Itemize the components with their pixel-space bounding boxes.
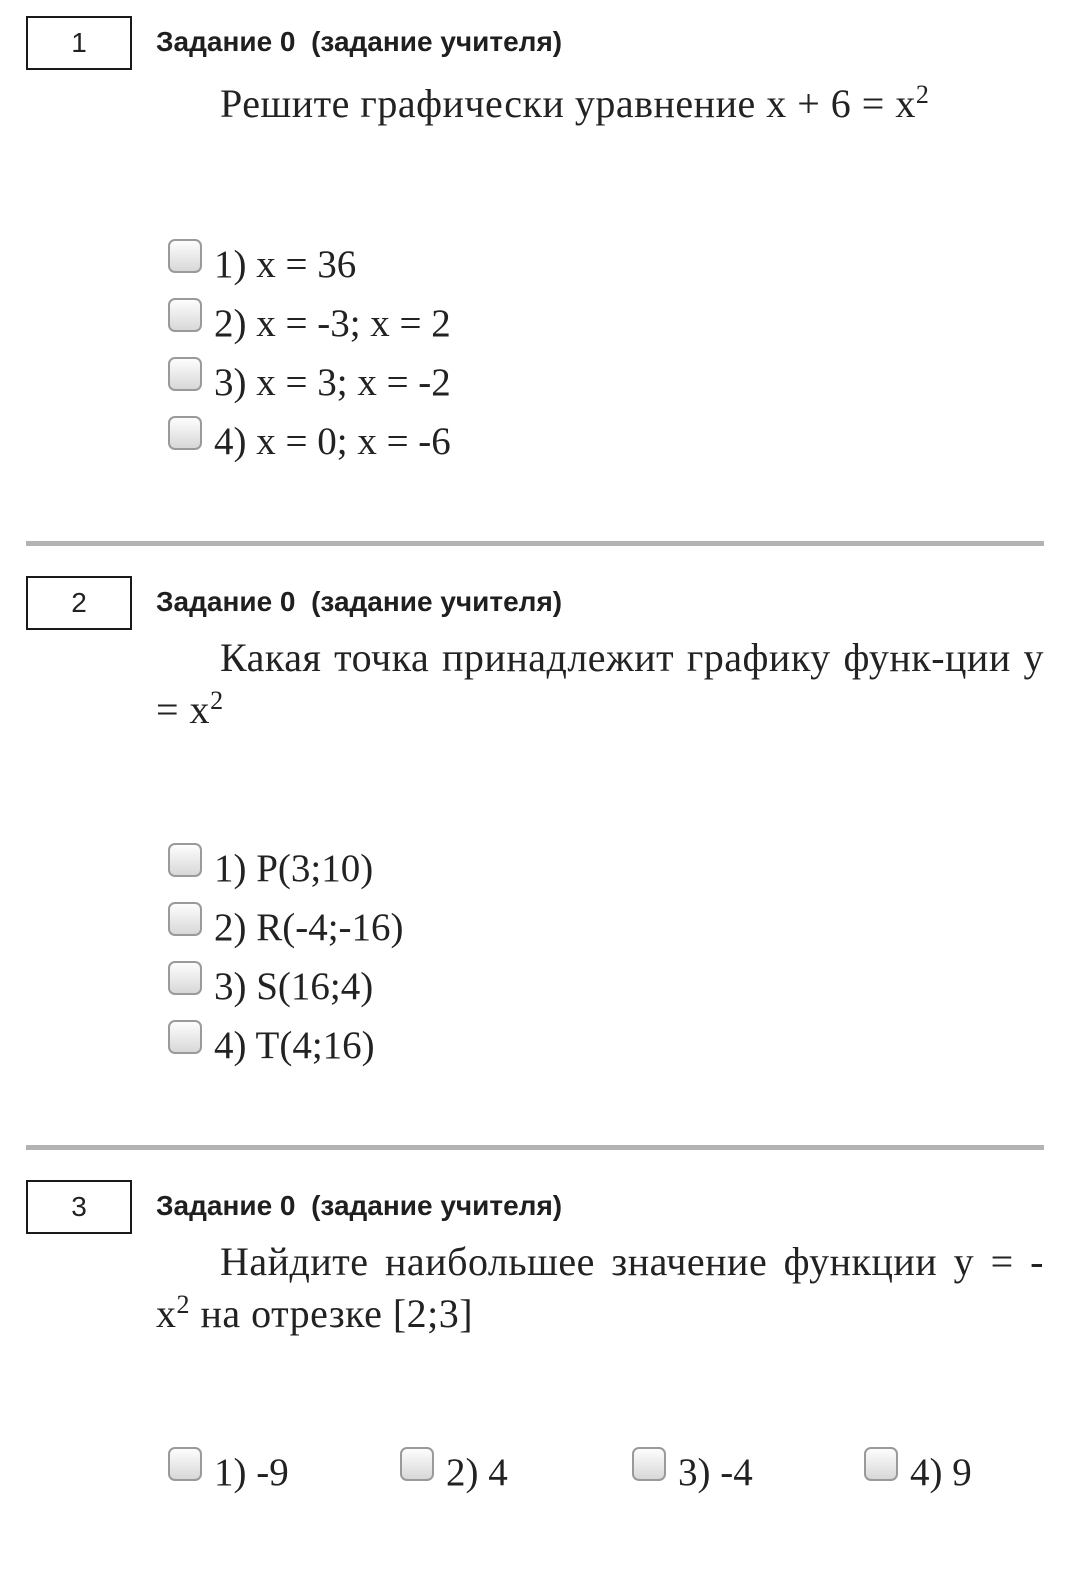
section-divider [26, 1145, 1044, 1150]
checkbox[interactable] [168, 416, 202, 450]
task-heading: Задание 0 (задание учителя) [156, 1190, 563, 1221]
checkbox[interactable] [168, 902, 202, 936]
question-main: Какая точка принадлежит графику функ-ции y = x [156, 635, 1044, 732]
answer-option[interactable] [168, 903, 404, 951]
checkbox[interactable] [168, 1447, 202, 1481]
option-label: 4) T(4;16) [214, 1023, 375, 1067]
question-tail: на отрезке [2;3] [190, 1291, 474, 1336]
checkbox[interactable] [168, 961, 202, 995]
checkbox[interactable] [400, 1447, 434, 1481]
task-number-box: 3 [26, 1180, 132, 1234]
checkbox[interactable] [168, 239, 202, 273]
question-main: Решите графически уравнение x + 6 = x [220, 81, 916, 126]
answer-option[interactable] [400, 1448, 508, 1496]
checkbox[interactable] [168, 843, 202, 877]
answer-option[interactable] [168, 1448, 289, 1496]
answer-option[interactable] [168, 299, 451, 347]
answer-option[interactable] [632, 1448, 753, 1496]
option-label: 3) x = 3; x = -2 [214, 360, 451, 404]
section-divider [26, 541, 1044, 546]
answer-option[interactable] [168, 962, 373, 1010]
checkbox[interactable] [864, 1447, 898, 1481]
question-text [156, 632, 1044, 736]
answer-option[interactable] [168, 358, 451, 406]
option-label: 1) -9 [214, 1450, 289, 1494]
task-heading: Задание 0 (задание учителя) [156, 26, 563, 57]
task-number-box: 2 [26, 576, 132, 630]
checkbox[interactable] [168, 298, 202, 332]
option-label: 1) x = 36 [214, 242, 357, 286]
option-label: 2) x = -3; x = 2 [214, 301, 451, 345]
question-main: Найдите наибольшее значение функции y = - x [156, 1239, 1044, 1336]
answer-option[interactable] [168, 240, 356, 288]
task-heading: Задание 0 (задание учителя) [156, 586, 563, 617]
option-label: 3) S(16;4) [214, 964, 374, 1008]
answer-option[interactable] [168, 417, 451, 465]
checkbox[interactable] [632, 1447, 666, 1481]
answer-option[interactable] [168, 1021, 375, 1069]
question-superscript: 2 [210, 686, 224, 715]
option-label: 2) R(-4;-16) [214, 905, 404, 949]
question-superscript: 2 [176, 1290, 190, 1319]
answer-option[interactable] [168, 844, 373, 892]
question-text [156, 1236, 1044, 1340]
option-label: 4) 9 [910, 1450, 972, 1494]
question-superscript: 2 [915, 80, 930, 109]
answer-option[interactable] [864, 1448, 972, 1496]
question-text [156, 78, 1044, 130]
task-number-box: 1 [26, 16, 132, 70]
option-label: 2) 4 [446, 1450, 508, 1494]
option-label: 4) x = 0; x = -6 [214, 419, 451, 463]
checkbox[interactable] [168, 1020, 202, 1054]
option-label: 3) -4 [678, 1450, 753, 1494]
option-label: 1) P(3;10) [214, 846, 374, 890]
checkbox[interactable] [168, 357, 202, 391]
